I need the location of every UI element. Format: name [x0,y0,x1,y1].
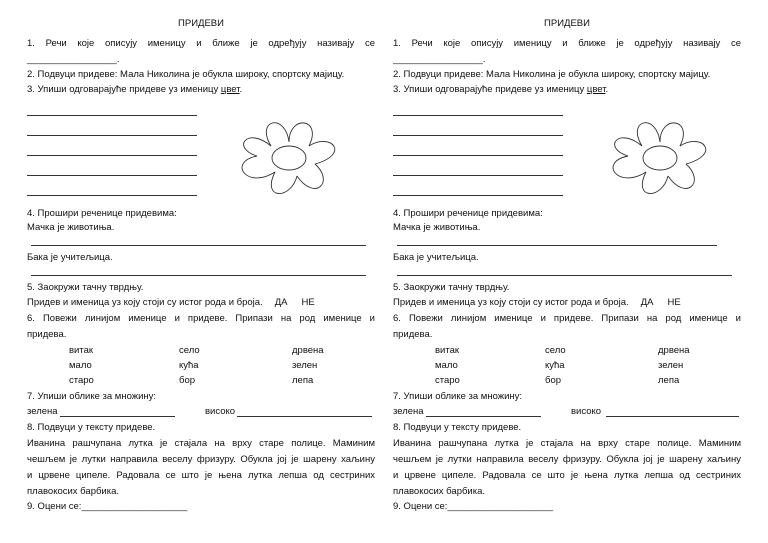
answer-line[interactable] [397,245,717,246]
question-4: 4. Прошири реченице придевима: [27,208,177,219]
word-item: село [179,345,200,356]
question-6-cont: придева. [393,329,433,340]
word-item: старо [435,375,460,386]
answer-line[interactable] [393,135,563,136]
nouns-col-2 [545,345,566,387]
word-item: лепа [292,375,314,386]
word-item: витак [69,345,94,356]
question-2: 2. Подвуци придеве: Мала Николина је обукла широку, спортску мајицу. [27,69,345,80]
question-5: 5. Заокружи тачну тврдњу. [27,282,144,293]
question-1: 1. Речи које описују именицу и ближе је одређују називају се [393,38,741,49]
answer-no[interactable]: НЕ [667,297,681,308]
question-4: 4. Прошири реченице придевима: [393,208,543,219]
story-line: чешљем је лутки направила веселу фризуру. Обукла јој је шарену хаљину [27,454,375,465]
question-7: 7. Упиши облике за множину: [27,391,157,402]
question-6: 6. Повежи линијом именице и придеве. Припази на род именице и [27,313,375,324]
answer-line[interactable] [393,155,563,156]
story-line: плавокосих барбика. [393,486,486,497]
nouns-col-2 [179,345,200,387]
question-9: 9. Оцени се:____________________ [27,501,188,512]
answer-yes[interactable]: ДА [640,297,654,308]
plural-word-1: зелена [393,406,424,417]
question-3: 3. Упиши одговарајуће придеве уз именицу цвет. [393,84,609,95]
word-item: лепа [658,375,680,386]
word-item: дрвена [292,345,324,356]
answer-line[interactable] [393,195,563,196]
word-item: село [545,345,566,356]
question-3: 3. Упиши одговарајуће придеве уз именицу цвет. [27,84,243,95]
word-item: бор [545,375,562,386]
story-line: чешљем је лутки направила веселу фризуру. Обукла јој је шарену хаљину [393,454,741,465]
answer-line[interactable] [27,135,197,136]
question-8: 8. Подвуци у тексту придеве. [27,422,156,433]
question-6-cont: придева. [27,329,67,340]
question-5-statement: Придев и именица уз коју стоји су истог рода и броја. ДА НЕ [393,297,681,308]
answer-line[interactable] [60,416,175,417]
worksheet-title: ПРИДЕВИ [544,18,590,29]
answer-line[interactable] [27,175,197,176]
answer-line[interactable] [606,416,739,417]
word-item: кућа [179,360,199,371]
adjectives-col [292,345,324,387]
question-5-statement: Придев и именица уз коју стоји су истог рода и броја. ДА НЕ [27,297,315,308]
plural-word-2: високо [205,406,236,417]
answer-line[interactable] [397,275,732,276]
adjectives-col [658,345,690,387]
answer-no[interactable]: НЕ [301,297,315,308]
plural-word-1: зелена [27,406,58,417]
question-8: 8. Подвуци у тексту придеве. [393,422,522,433]
question-1-blank: _________________. [27,54,120,65]
question-1-blank: _________________. [393,54,486,65]
self-grade-blank[interactable]: ____________________ [447,501,554,512]
sentence-grandma: Бака је учитељица. [393,252,479,263]
question-7: 7. Упиши облике за множину: [393,391,523,402]
word-item: мало [435,360,458,371]
story-line: плавокосих барбика. [27,486,120,497]
flower-outline-icon [598,112,723,200]
answer-line[interactable] [426,416,541,417]
sentence-grandma: Бака је учитељица. [27,252,113,263]
answer-line[interactable] [393,175,563,176]
word-item: дрвена [658,345,690,356]
answer-line[interactable] [27,155,197,156]
word-item: старо [69,375,94,386]
answer-line[interactable] [393,115,563,116]
noun-flower: цвет [220,84,240,95]
story-line: и црвене ципеле. Радовала се што је њена лутка лепша од сестриних [393,470,741,481]
answer-line[interactable] [27,195,197,196]
noun-flower: цвет [586,84,606,95]
word-item: зелен [292,360,318,371]
plural-word-2: високо [571,406,602,417]
self-grade-blank[interactable]: ____________________ [81,501,188,512]
answer-yes[interactable]: ДА [274,297,288,308]
question-2: 2. Подвуци придеве: Мала Николина је обукла широку, спортску мајицу. [393,69,711,80]
question-9: 9. Оцени се:____________________ [393,501,554,512]
answer-line[interactable] [237,416,372,417]
story-line: и црвене ципеле. Радовала се што је њена лутка лепша од сестриних [27,470,375,481]
word-item: витак [435,345,460,356]
sentence-cat: Мачка је животиња. [27,222,115,233]
answer-line[interactable] [31,275,366,276]
nouns-col-1 [69,345,94,387]
flower-outline-icon [227,112,352,200]
question-5: 5. Заокружи тачну тврдњу. [393,282,510,293]
question-1: 1. Речи које описују именицу и ближе је одређују називају се [27,38,375,49]
answer-line[interactable] [27,115,197,116]
word-item: бор [179,375,196,386]
worksheet-title: ПРИДЕВИ [178,18,224,29]
story-line: Иванина рашчупана лутка је стајала на врху старе полице. Маминим [27,438,375,449]
answer-line[interactable] [31,245,366,246]
nouns-col-1 [435,345,460,387]
question-6: 6. Повежи линијом именице и придеве. Припази на род именице и [393,313,741,324]
sentence-cat: Мачка је животиња. [393,222,481,233]
word-item: мало [69,360,92,371]
word-item: зелен [658,360,684,371]
story-line: Иванина рашчупана лутка је стајала на врху старе полице. Маминим [393,438,741,449]
word-item: кућа [545,360,565,371]
